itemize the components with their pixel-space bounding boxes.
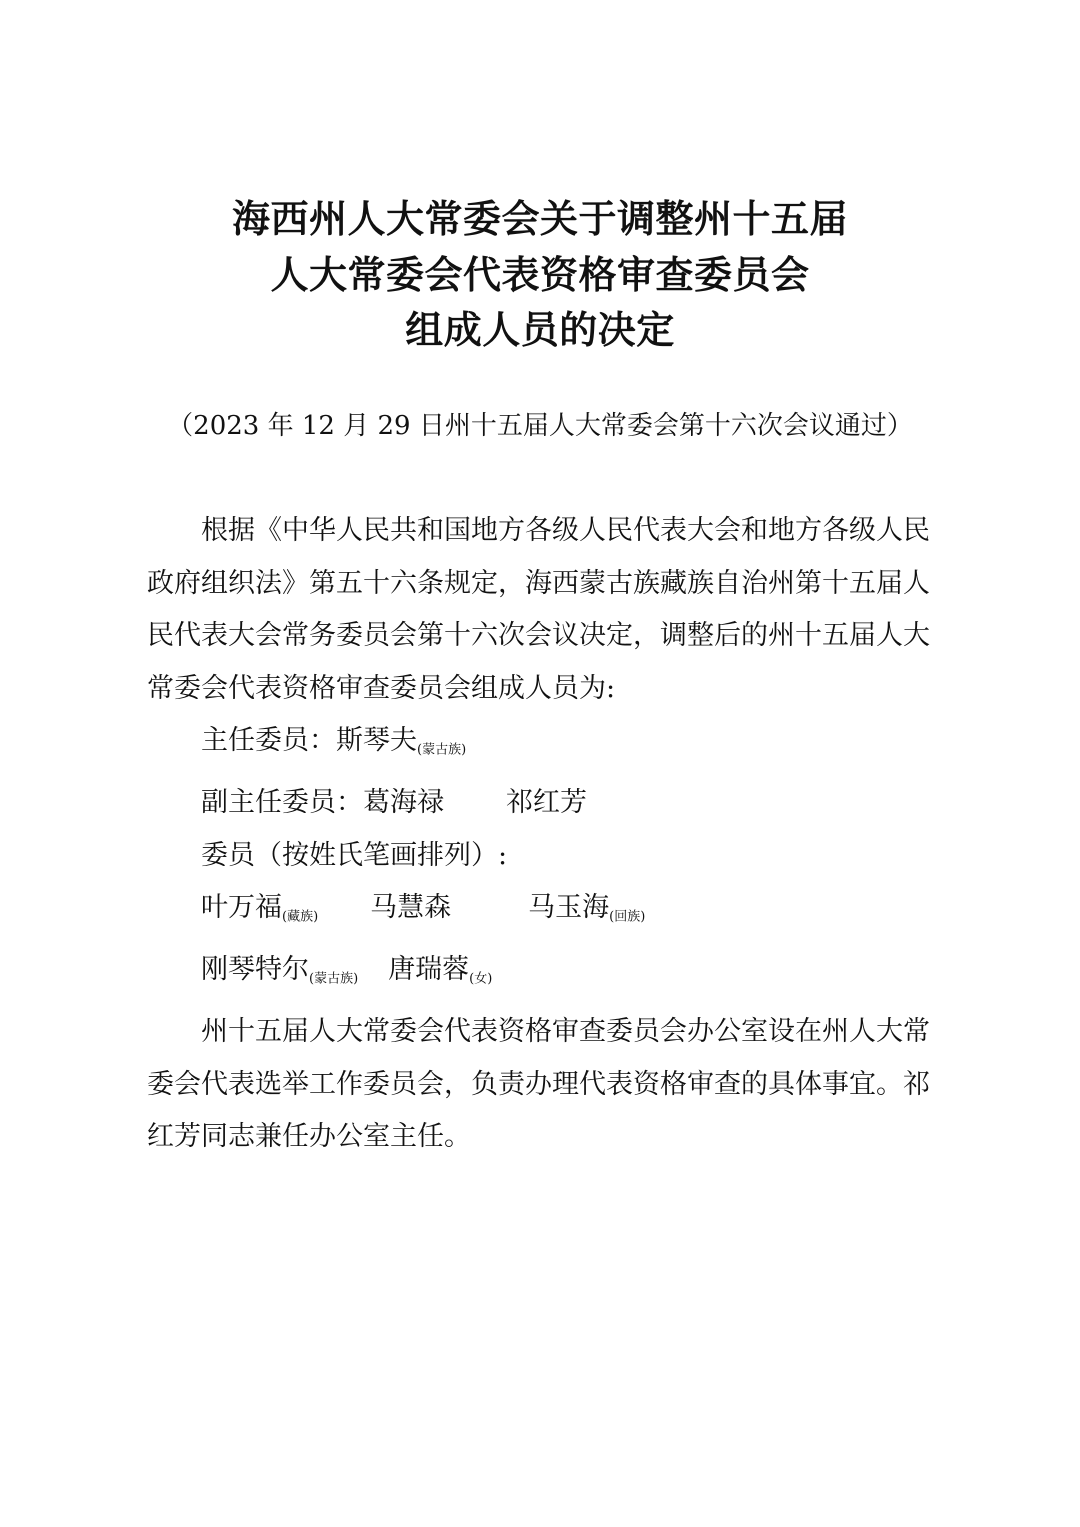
director-name: 斯琴夫 [336,725,417,756]
member-note: (蒙古族) [309,971,359,987]
member-name: 马慧森 [370,892,452,924]
member-note: (女) [469,971,493,987]
deputy-director-name: 祁红芳 [506,787,587,819]
title-line-3: 组成人员的决定 [405,307,675,352]
members-line-2 [147,944,947,1006]
director-label: 主任委员： [201,725,336,756]
closing-paragraph: 州十五届人大常委会代表资格审查委员会办公室设在州人大常委会代表选举工作委员会，负责办理代表资格审查的具体事宜。祁红芳同志兼任办公室主任。 [147,1016,930,1153]
intro-paragraph: 根据《中华人民共和国地方各级人民代表大会和地方各级人民政府组织法》第五十六条规定，海西蒙古族藏族自治州第十五届人民代表大会常务委员会第十六次会议决定，调整后的州十五届人大常委会代表资格审查委员会组成人员为: [147,515,930,704]
deputy-director-name: 葛海禄 [363,787,444,819]
member-name: 刚琴特尔 [201,954,309,986]
decision-body [147,505,947,1164]
member-name: 唐瑞蓉 [388,954,470,986]
director-ethnicity-note: (蒙古族) [417,742,467,758]
deputy-directors-label: 副主任委员： [201,787,363,819]
title-line-1: 海西州人大常委会关于调整州十五届 [231,196,848,241]
members-label: 委员（按姓氏笔画排列）: [201,839,508,871]
member-note: (回族) [609,909,646,925]
member-name: 叶万福 [201,892,282,924]
title-line-2: 人大常委会代表资格审查委员会 [270,252,810,297]
deputy-directors-line [147,777,947,830]
member-name: 马玉海 [528,892,610,924]
director-line [147,715,947,777]
meeting-passed-note: （2023 年 12 月 29 日州十五届人大常委会第十六次会议通过） [167,411,913,441]
members-line-1 [147,882,947,944]
member-note: (藏族) [282,909,319,925]
